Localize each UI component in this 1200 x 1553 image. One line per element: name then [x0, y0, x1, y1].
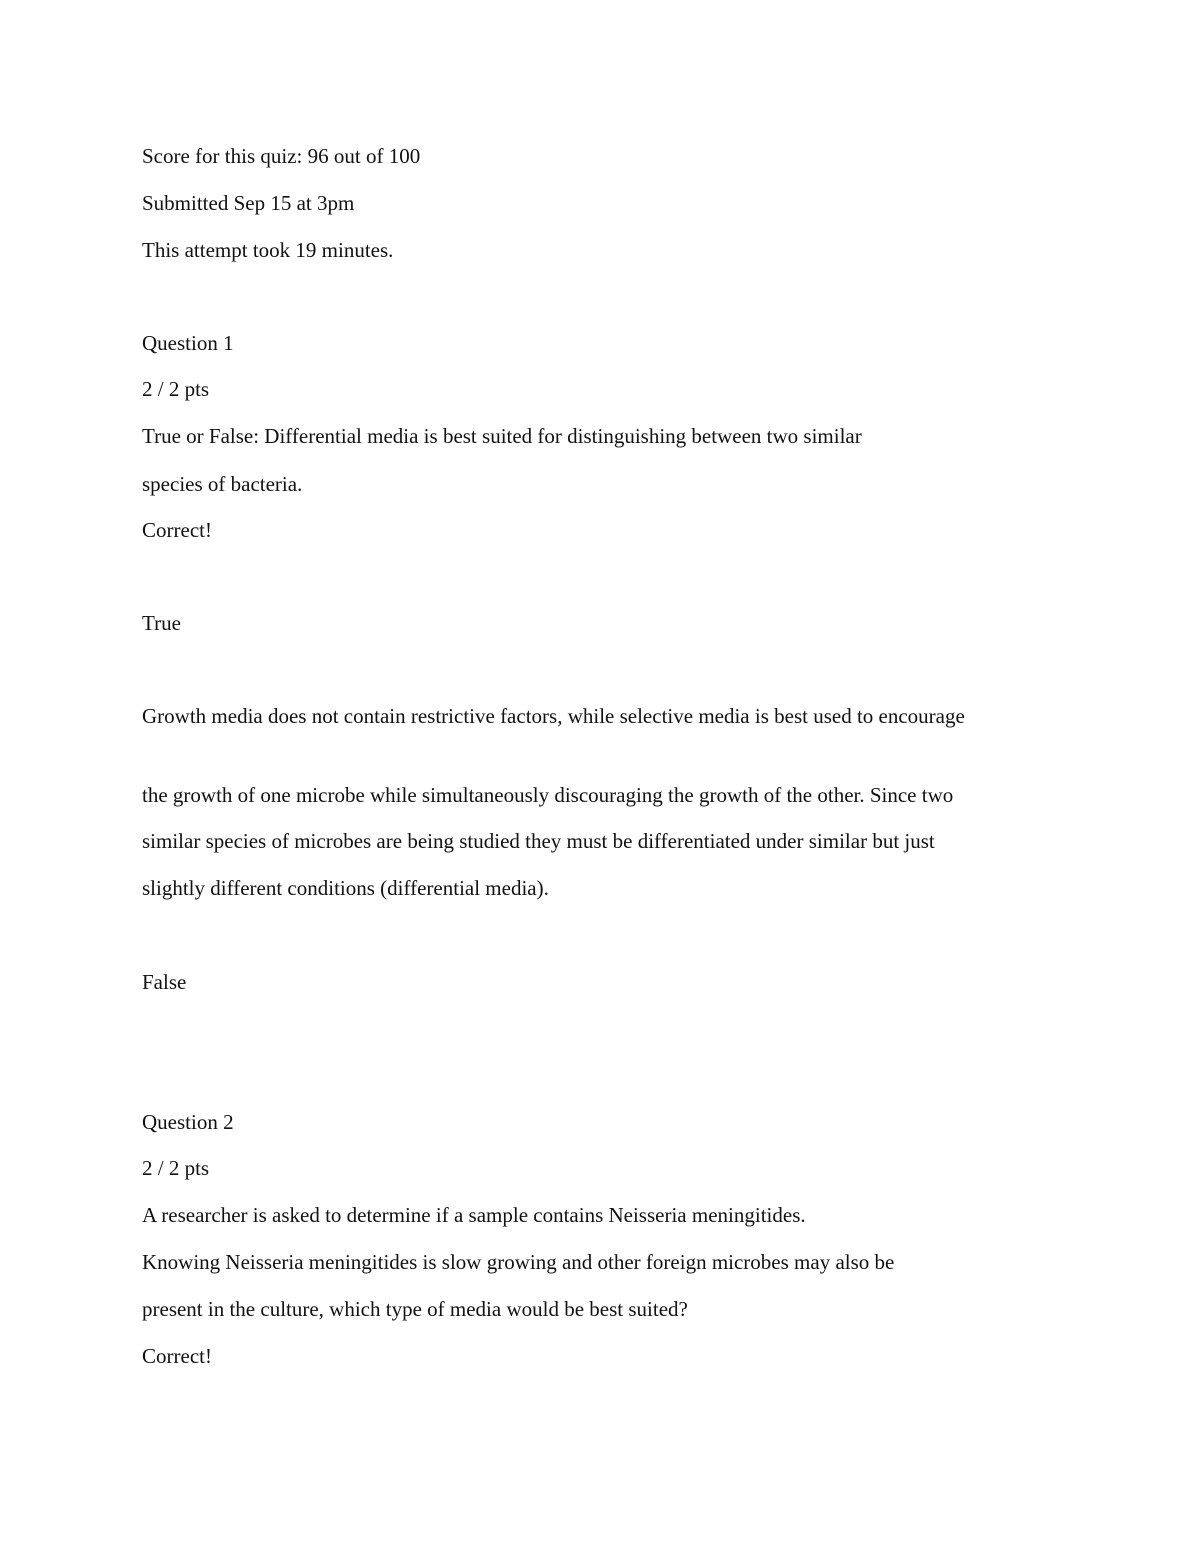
- submitted-date: Submitted Sep 15 at 3pm: [142, 191, 355, 215]
- question-2-points: 2 / 2 pts: [142, 1156, 210, 1180]
- question-2-prompt-line-2: Knowing Neisseria meningitides is slow growing and other foreign microbes may also be: [142, 1250, 895, 1274]
- quiz-score: Score for this quiz: 96 out of 100: [142, 144, 421, 168]
- question-1-result: Correct!: [142, 518, 212, 542]
- question-2-prompt-line-1: A researcher is asked to determine if a sample contains Neisseria meningitides.: [142, 1203, 806, 1227]
- attempt-duration: This attempt took 19 minutes.: [142, 238, 394, 262]
- question-1-title: Question 1: [142, 331, 234, 355]
- question-1-explanation-first: Growth media does not contain restrictive factors, while selective media is best used to encourage: [142, 704, 965, 728]
- question-1-points: 2 / 2 pts: [142, 377, 210, 401]
- question-1-prompt-line-2: species of bacteria.: [142, 472, 303, 496]
- question-2-result: Correct!: [142, 1344, 212, 1368]
- question-1-prompt-line-1: True or False: Differential media is best suited for distinguishing between two similar: [142, 424, 862, 448]
- question-1-answer-false: False: [142, 970, 187, 994]
- question-2-prompt-line-3: present in the culture, which type of media would be best suited?: [142, 1297, 688, 1321]
- question-1-explanation-line-4: slightly different conditions (differential media).: [142, 876, 549, 900]
- question-1-answer-true: True: [142, 611, 181, 635]
- question-1-explanation-line-3: similar species of microbes are being studied they must be differentiated under similar but just: [142, 829, 935, 853]
- question-2-title: Question 2: [142, 1110, 234, 1134]
- question-1-explanation-line-2: the growth of one microbe while simultaneously discouraging the growth of the other. Since two: [142, 783, 954, 807]
